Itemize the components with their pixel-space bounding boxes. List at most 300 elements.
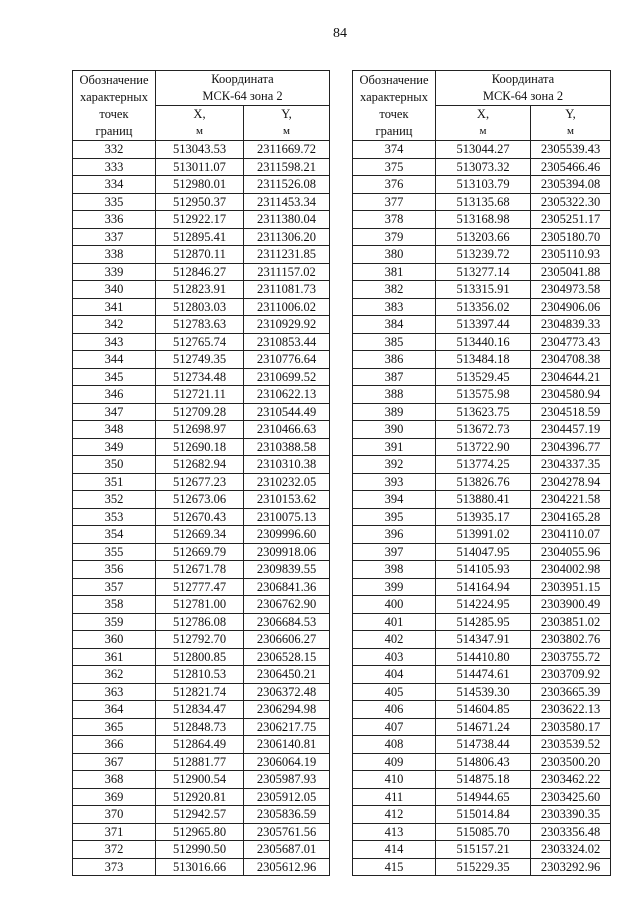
table-row: [353, 316, 611, 334]
y-coordinate: 2310544.49: [244, 403, 330, 421]
y-coordinate: 2304906.06: [531, 298, 611, 316]
table-row: [73, 281, 330, 299]
x-unit: м: [156, 123, 244, 141]
point-number: 379: [353, 228, 436, 246]
y-coordinate: 2310153.62: [244, 491, 330, 509]
table-row: [353, 788, 611, 806]
y-coordinate: 2310310.38: [244, 456, 330, 474]
x-coordinate: 514539.30: [436, 683, 531, 701]
table-row: [73, 771, 330, 789]
x-coordinate: 513991.02: [436, 526, 531, 544]
y-coordinate: 2303390.35: [531, 806, 611, 824]
y-coordinate: 2303622.13: [531, 701, 611, 719]
x-coordinate: 513397.44: [436, 316, 531, 334]
table-row: [353, 683, 611, 701]
x-coordinate: 513103.79: [436, 176, 531, 194]
table-row: [73, 403, 330, 421]
point-number: 348: [73, 421, 156, 439]
x-coordinate: 512786.08: [156, 613, 244, 631]
x-coordinate: 512950.37: [156, 193, 244, 211]
y-coordinate: 2310232.05: [244, 473, 330, 491]
x-coordinate: 514347.91: [436, 631, 531, 649]
y-coordinate: 2303851.02: [531, 613, 611, 631]
table-row: [73, 753, 330, 771]
x-coordinate: 512749.35: [156, 351, 244, 369]
header-line: характерных: [80, 89, 148, 104]
coordinate-system: МСК-64 зона 2: [156, 88, 330, 106]
y-coordinate: 2311598.21: [244, 158, 330, 176]
table-row: [353, 701, 611, 719]
point-number: 357: [73, 578, 156, 596]
x-coordinate: 514105.93: [436, 561, 531, 579]
x-coordinate: 512990.50: [156, 841, 244, 859]
coordinate-title: Координата: [156, 71, 330, 89]
y-coordinate: 2304002.98: [531, 561, 611, 579]
x-coordinate: 514164.94: [436, 578, 531, 596]
x-coordinate: 514224.95: [436, 596, 531, 614]
table-row: [73, 631, 330, 649]
table-row: [353, 298, 611, 316]
table-row: [73, 648, 330, 666]
x-coordinate: 513826.76: [436, 473, 531, 491]
x-coordinate: 514474.61: [436, 666, 531, 684]
y-coordinate: 2303356.48: [531, 823, 611, 841]
table-row: [353, 543, 611, 561]
table-row: [73, 491, 330, 509]
table-row: [353, 281, 611, 299]
header-line: границ: [375, 123, 413, 138]
table-row: [73, 683, 330, 701]
x-coordinate: 515014.84: [436, 806, 531, 824]
y-coordinate: 2303900.49: [531, 596, 611, 614]
point-number: 369: [73, 788, 156, 806]
table-row: [353, 858, 611, 876]
header-line: точек: [99, 106, 129, 121]
point-number: 384: [353, 316, 436, 334]
point-number: 365: [73, 718, 156, 736]
x-coordinate: 512922.17: [156, 211, 244, 229]
y-coordinate: 2305466.46: [531, 158, 611, 176]
y-coordinate: 2304518.59: [531, 403, 611, 421]
point-number: 408: [353, 736, 436, 754]
point-number: 335: [73, 193, 156, 211]
point-number: 343: [73, 333, 156, 351]
y-coordinate: 2304457.19: [531, 421, 611, 439]
y-coordinate: 2310699.52: [244, 368, 330, 386]
y-coordinate: 2305251.17: [531, 211, 611, 229]
x-coordinate: 512677.23: [156, 473, 244, 491]
y-coordinate: 2310929.92: [244, 316, 330, 334]
table-row: [73, 158, 330, 176]
x-coordinate: 513484.18: [436, 351, 531, 369]
point-number: 347: [73, 403, 156, 421]
point-number: 363: [73, 683, 156, 701]
point-number: 401: [353, 613, 436, 631]
x-coordinate: 512821.74: [156, 683, 244, 701]
x-coordinate: 515085.70: [436, 823, 531, 841]
x-coordinate: 512848.73: [156, 718, 244, 736]
point-number: 386: [353, 351, 436, 369]
x-coordinate: 513672.73: [436, 421, 531, 439]
table-row: [353, 561, 611, 579]
y-coordinate: 2303580.17: [531, 718, 611, 736]
y-coordinate: 2305987.93: [244, 771, 330, 789]
point-number: 358: [73, 596, 156, 614]
point-number: 344: [73, 351, 156, 369]
table-row: [73, 788, 330, 806]
y-coordinate: 2305041.88: [531, 263, 611, 281]
point-number: 342: [73, 316, 156, 334]
point-number: 355: [73, 543, 156, 561]
y-coordinate: 2306217.75: [244, 718, 330, 736]
y-coordinate: 2303539.52: [531, 736, 611, 754]
table-row: [353, 211, 611, 229]
table-row: [73, 508, 330, 526]
table-row: [353, 736, 611, 754]
x-coordinate: 513722.90: [436, 438, 531, 456]
table-row: [73, 736, 330, 754]
table-row: [73, 438, 330, 456]
x-header: X,: [156, 106, 244, 124]
y-coordinate: 2305539.43: [531, 141, 611, 159]
y-coordinate: 2303709.92: [531, 666, 611, 684]
coordinate-system: МСК-64 зона 2: [436, 88, 611, 106]
point-number: 405: [353, 683, 436, 701]
point-number: 373: [73, 858, 156, 876]
x-coordinate: 512900.54: [156, 771, 244, 789]
point-number: 334: [73, 176, 156, 194]
point-number: 385: [353, 333, 436, 351]
y-coordinate: 2306762.90: [244, 596, 330, 614]
point-number: 411: [353, 788, 436, 806]
y-coordinate: 2304396.77: [531, 438, 611, 456]
y-coordinate: 2304580.94: [531, 386, 611, 404]
y-coordinate: 2303292.96: [531, 858, 611, 876]
y-coordinate: 2311669.72: [244, 141, 330, 159]
y-coordinate: 2304644.21: [531, 368, 611, 386]
y-coordinate: 2304839.33: [531, 316, 611, 334]
table-row: [73, 211, 330, 229]
header-line: точек: [379, 106, 409, 121]
y-coordinate: 2310388.58: [244, 438, 330, 456]
y-coordinate: 2306064.19: [244, 753, 330, 771]
x-coordinate: 512673.06: [156, 491, 244, 509]
x-coordinate: 514738.44: [436, 736, 531, 754]
table-row: [353, 263, 611, 281]
y-coordinate: 2311231.85: [244, 246, 330, 264]
point-number: 377: [353, 193, 436, 211]
x-coordinate: 513440.16: [436, 333, 531, 351]
table-row: [73, 841, 330, 859]
y-coordinate: 2305912.05: [244, 788, 330, 806]
table-row: [73, 456, 330, 474]
table-row: [73, 228, 330, 246]
point-designation-header: [353, 71, 436, 141]
x-coordinate: 512734.48: [156, 368, 244, 386]
x-coordinate: 513277.14: [436, 263, 531, 281]
point-number: 339: [73, 263, 156, 281]
table-row: [353, 771, 611, 789]
table-row: [353, 841, 611, 859]
y-coordinate: 2304221.58: [531, 491, 611, 509]
y-coordinate: 2310466.63: [244, 421, 330, 439]
table-row: [73, 386, 330, 404]
y-coordinate: 2303425.60: [531, 788, 611, 806]
x-coordinate: 512864.49: [156, 736, 244, 754]
x-coordinate: 512777.47: [156, 578, 244, 596]
y-coordinate: 2310075.13: [244, 508, 330, 526]
x-coordinate: 512803.03: [156, 298, 244, 316]
point-number: 380: [353, 246, 436, 264]
table-row: [73, 578, 330, 596]
y-coordinate: 2305180.70: [531, 228, 611, 246]
x-coordinate: 514944.65: [436, 788, 531, 806]
x-coordinate: 513203.66: [436, 228, 531, 246]
table-row: [353, 438, 611, 456]
point-number: 403: [353, 648, 436, 666]
point-number: 374: [353, 141, 436, 159]
table-row: [73, 701, 330, 719]
x-coordinate: 512669.34: [156, 526, 244, 544]
x-coordinate: 513623.75: [436, 403, 531, 421]
y-coordinate: 2310622.13: [244, 386, 330, 404]
y-coordinate: 2310853.44: [244, 333, 330, 351]
y-coordinate: 2306528.15: [244, 648, 330, 666]
y-coordinate: 2306606.27: [244, 631, 330, 649]
point-number: 362: [73, 666, 156, 684]
x-coordinate: 512783.63: [156, 316, 244, 334]
x-coordinate: 514047.95: [436, 543, 531, 561]
table-row: [353, 578, 611, 596]
x-coordinate: 512965.80: [156, 823, 244, 841]
y-coordinate: 2306841.36: [244, 578, 330, 596]
point-number: 340: [73, 281, 156, 299]
point-number: 387: [353, 368, 436, 386]
table-row: [353, 806, 611, 824]
y-coordinate: 2303500.20: [531, 753, 611, 771]
table-row: [73, 351, 330, 369]
coordinates-table-left: [72, 70, 330, 876]
y-coordinate: 2311526.08: [244, 176, 330, 194]
x-coordinate: 513168.98: [436, 211, 531, 229]
x-coordinate: 514410.80: [436, 648, 531, 666]
x-coordinate: 512682.94: [156, 456, 244, 474]
table-row: [73, 316, 330, 334]
point-number: 352: [73, 491, 156, 509]
point-number: 372: [73, 841, 156, 859]
table-row: [353, 228, 611, 246]
x-coordinate: 512846.27: [156, 263, 244, 281]
x-coordinate: 512690.18: [156, 438, 244, 456]
point-number: 402: [353, 631, 436, 649]
table-row: [353, 823, 611, 841]
table-row: [73, 823, 330, 841]
x-coordinate: 515229.35: [436, 858, 531, 876]
table-row: [73, 333, 330, 351]
point-number: 389: [353, 403, 436, 421]
y-coordinate: 2304708.38: [531, 351, 611, 369]
y-header: Y,: [531, 106, 611, 124]
point-number: 366: [73, 736, 156, 754]
point-number: 368: [73, 771, 156, 789]
point-number: 336: [73, 211, 156, 229]
point-number: 345: [73, 368, 156, 386]
y-coordinate: 2311006.02: [244, 298, 330, 316]
y-coordinate: 2303755.72: [531, 648, 611, 666]
table-row: [73, 473, 330, 491]
y-coordinate: 2306450.21: [244, 666, 330, 684]
x-coordinate: 512942.57: [156, 806, 244, 824]
x-coordinate: 514806.43: [436, 753, 531, 771]
table-row: [353, 246, 611, 264]
y-coordinate: 2309839.55: [244, 561, 330, 579]
y-coordinate: 2304055.96: [531, 543, 611, 561]
table-row: [353, 176, 611, 194]
table-row: [353, 753, 611, 771]
y-coordinate: 2303462.22: [531, 771, 611, 789]
point-number: 393: [353, 473, 436, 491]
x-coordinate: 514875.18: [436, 771, 531, 789]
y-coordinate: 2304278.94: [531, 473, 611, 491]
point-number: 359: [73, 613, 156, 631]
coordinates-table-right: [352, 70, 611, 876]
point-number: 410: [353, 771, 436, 789]
table-row: [353, 613, 611, 631]
point-number: 400: [353, 596, 436, 614]
table-row: [73, 543, 330, 561]
y-coordinate: 2305110.93: [531, 246, 611, 264]
point-number: 409: [353, 753, 436, 771]
y-coordinate: 2311306.20: [244, 228, 330, 246]
table-row: [353, 333, 611, 351]
point-number: 414: [353, 841, 436, 859]
point-number: 399: [353, 578, 436, 596]
y-unit: м: [531, 123, 611, 141]
y-coordinate: 2305836.59: [244, 806, 330, 824]
header-line: Обозначение: [79, 72, 149, 87]
header-line: характерных: [360, 89, 428, 104]
point-number: 354: [73, 526, 156, 544]
point-number: 375: [353, 158, 436, 176]
point-number: 404: [353, 666, 436, 684]
y-coordinate: 2310776.64: [244, 351, 330, 369]
table-row: [353, 386, 611, 404]
table-row: [353, 421, 611, 439]
x-coordinate: 512980.01: [156, 176, 244, 194]
table-row: [353, 648, 611, 666]
point-number: 412: [353, 806, 436, 824]
point-number: 391: [353, 438, 436, 456]
page-number: 84: [333, 26, 347, 41]
y-coordinate: 2311081.73: [244, 281, 330, 299]
table-row: [353, 491, 611, 509]
x-coordinate: 512765.74: [156, 333, 244, 351]
table-row: [353, 141, 611, 159]
table-row: [73, 263, 330, 281]
point-number: 382: [353, 281, 436, 299]
x-coordinate: 514604.85: [436, 701, 531, 719]
table-row: [73, 193, 330, 211]
x-coordinate: 512721.11: [156, 386, 244, 404]
x-coordinate: 513935.17: [436, 508, 531, 526]
y-coordinate: 2305761.56: [244, 823, 330, 841]
point-number: 376: [353, 176, 436, 194]
point-number: 350: [73, 456, 156, 474]
x-coordinate: 512792.70: [156, 631, 244, 649]
table-row: [353, 596, 611, 614]
x-coordinate: 512823.91: [156, 281, 244, 299]
point-number: 333: [73, 158, 156, 176]
point-designation-header: [73, 71, 156, 141]
y-coordinate: 2304773.43: [531, 333, 611, 351]
x-coordinate: 513135.68: [436, 193, 531, 211]
y-coordinate: 2304165.28: [531, 508, 611, 526]
x-coordinate: 514671.24: [436, 718, 531, 736]
point-number: 388: [353, 386, 436, 404]
point-number: 337: [73, 228, 156, 246]
x-coordinate: 512834.47: [156, 701, 244, 719]
point-number: 341: [73, 298, 156, 316]
point-number: 378: [353, 211, 436, 229]
table-row: [73, 298, 330, 316]
y-coordinate: 2305394.08: [531, 176, 611, 194]
x-coordinate: 513529.45: [436, 368, 531, 386]
x-header: X,: [436, 106, 531, 124]
x-coordinate: 512920.81: [156, 788, 244, 806]
table-row: [353, 351, 611, 369]
point-number: 367: [73, 753, 156, 771]
table-row: [353, 473, 611, 491]
point-number: 406: [353, 701, 436, 719]
y-coordinate: 2309918.06: [244, 543, 330, 561]
y-unit: м: [244, 123, 330, 141]
y-coordinate: 2311453.34: [244, 193, 330, 211]
table-row: [353, 456, 611, 474]
x-coordinate: 513356.02: [436, 298, 531, 316]
y-coordinate: 2306372.48: [244, 683, 330, 701]
x-coordinate: 513315.91: [436, 281, 531, 299]
x-coordinate: 512810.53: [156, 666, 244, 684]
table-row: [353, 666, 611, 684]
table-row: [353, 158, 611, 176]
point-number: 381: [353, 263, 436, 281]
point-number: 360: [73, 631, 156, 649]
y-coordinate: 2303951.15: [531, 578, 611, 596]
point-number: 361: [73, 648, 156, 666]
x-coordinate: 512800.85: [156, 648, 244, 666]
x-coordinate: 513575.98: [436, 386, 531, 404]
x-coordinate: 513880.41: [436, 491, 531, 509]
x-coordinate: 513239.72: [436, 246, 531, 264]
table-row: [353, 508, 611, 526]
x-coordinate: 512781.00: [156, 596, 244, 614]
y-coordinate: 2306294.98: [244, 701, 330, 719]
y-coordinate: 2303665.39: [531, 683, 611, 701]
point-number: 332: [73, 141, 156, 159]
point-number: 396: [353, 526, 436, 544]
x-unit: м: [436, 123, 531, 141]
point-number: 364: [73, 701, 156, 719]
x-coordinate: 513073.32: [436, 158, 531, 176]
table-row: [73, 806, 330, 824]
table-row: [73, 718, 330, 736]
x-coordinate: 513774.25: [436, 456, 531, 474]
header-line: границ: [95, 123, 133, 138]
point-number: 338: [73, 246, 156, 264]
x-coordinate: 512698.97: [156, 421, 244, 439]
point-number: 390: [353, 421, 436, 439]
point-number: 415: [353, 858, 436, 876]
